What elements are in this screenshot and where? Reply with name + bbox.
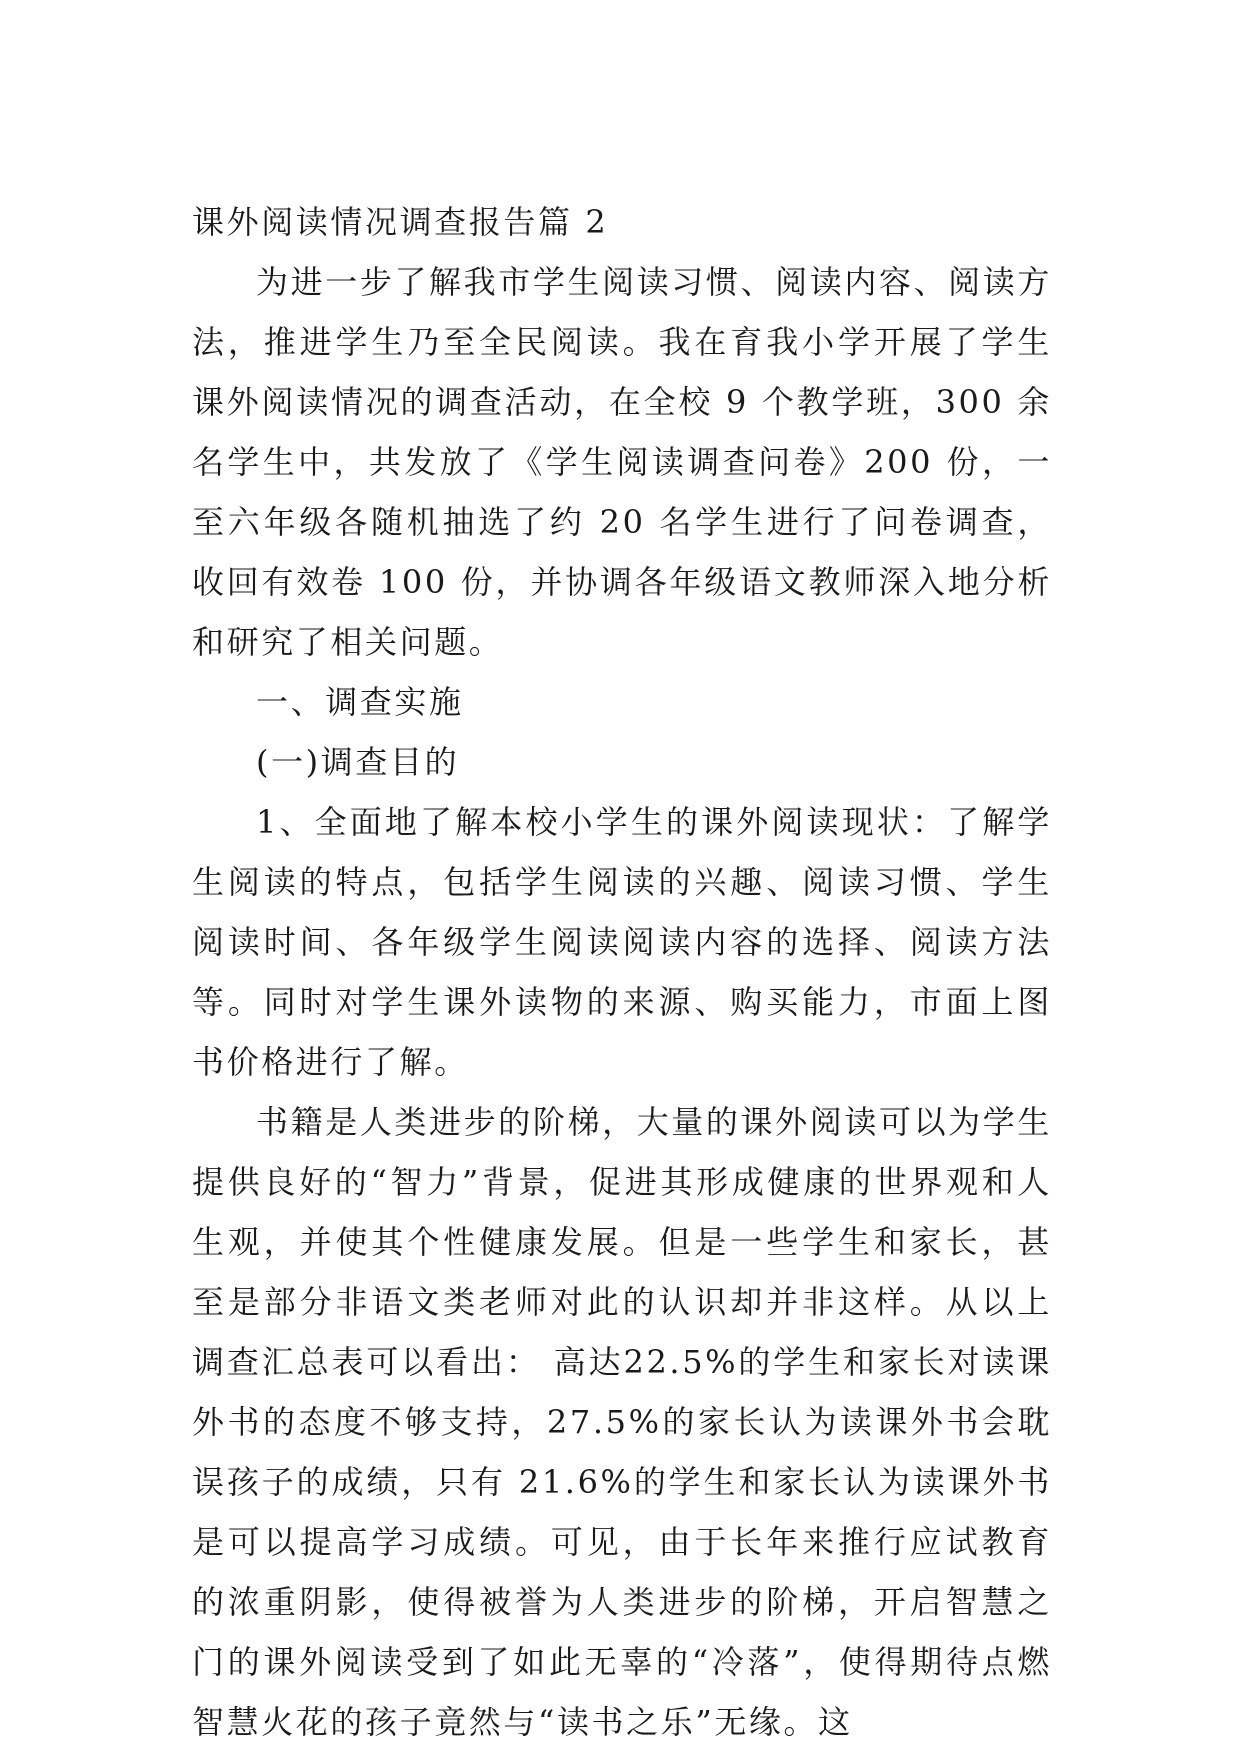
document-body bbox=[192, 192, 1052, 1752]
paragraph-purpose-1: 1、全面地了解本校小学生的课外阅读现状：了解学生阅读的特点，包括学生阅读的兴趣、阅读习惯、学生阅读时间、各年级学生阅读阅读内容的选择、阅读方法等。同时对学生课外读物的来源、购买能力，市面上图书价格进行了解。 bbox=[192, 803, 1052, 1081]
section-heading-survey-implementation: 一、调查实施 bbox=[256, 683, 464, 721]
subsection-heading-survey-purpose: (一)调查目的 bbox=[256, 743, 460, 781]
paragraph-books-ladder: 书籍是人类进步的阶梯，大量的课外阅读可以为学生提供良好的“智力”背景，促进其形成健康的世界观和人生观，并使其个性健康发展。但是一些学生和家长，甚至是部分非语文类老师对此的认识却并非这样。从以上调查汇总表可以看出： 高达22.5%的学生和家长对读课外书的态度不够支持，27.5%的家长认为读课外书会耽误孩子的成绩，只有 21.6%的学生和家长认为读课外书是可以提高学习成绩。可见，由于长年来推行应试教育的浓重阴影，使得被誉为人类进步的阶梯，开启智慧之门的课外阅读受到了如此无辜的“冷落”，使得期待点燃智慧火花的孩子竟然与“读书之乐”无缘。这 bbox=[192, 1103, 1052, 1741]
paragraph-intro: 为进一步了解我市学生阅读习惯、阅读内容、阅读方法，推进学生乃至全民阅读。我在育我小学开展了学生课外阅读情况的调查活动，在全校 9 个教学班，300 余名学生中，共发放了《学生阅读调查问卷》200 份，一至六年级各随机抽选了约 20 名学生进行了问卷调查，收回有效卷 100 份，并协调各年级语文教师深入地分析和研究了相关问题。 bbox=[192, 263, 1052, 661]
document-title: 课外阅读情况调查报告篇 2 bbox=[192, 203, 609, 241]
